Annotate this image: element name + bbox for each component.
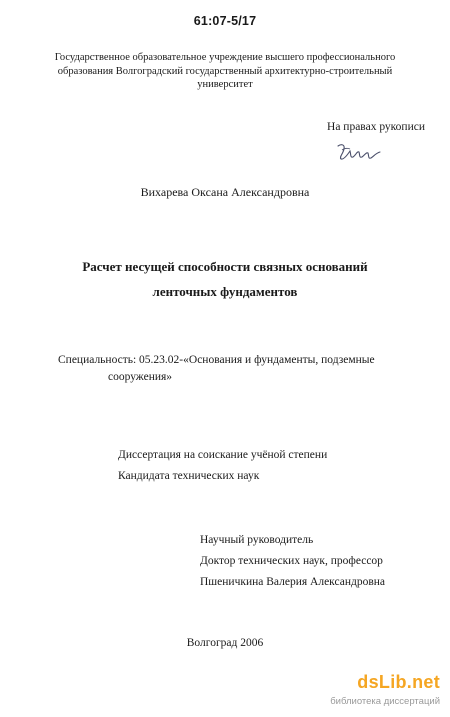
- signature-icon: [335, 140, 383, 164]
- watermark: [322, 672, 444, 712]
- author-name: Вихарева Оксана Александровна: [140, 185, 310, 199]
- document-code: 61:07-5/17: [193, 14, 257, 28]
- rights-notice: На правах рукописи: [327, 121, 425, 133]
- dissertation-title: [0, 254, 450, 304]
- title-line-1: Расчет несущей способности связных оснований: [82, 259, 368, 274]
- institution-line-3: университет: [197, 79, 253, 90]
- degree-line-1: Диссертация на соискание учёной степени: [118, 449, 328, 461]
- institution-name: [30, 51, 420, 92]
- city-year: Волгоград 2006: [186, 637, 264, 649]
- supervisor-rank: Доктор технических наук, профессор: [200, 555, 383, 567]
- degree-line-2: Кандидата технических наук: [118, 470, 260, 482]
- supervisor-name: Пшеничкина Валерия Александровна: [200, 576, 386, 588]
- supervisor-block: [200, 530, 440, 593]
- specialty-line-1: Специальность: 05.23.02-«Основания и фундаменты, подземные: [58, 354, 375, 366]
- institution-line-1: Государственное образовательное учреждение высшего профессионального: [54, 52, 396, 63]
- degree-statement: [118, 445, 438, 487]
- watermark-logo: dsLib.net: [357, 672, 440, 692]
- supervisor-role: Научный руководитель: [200, 534, 314, 546]
- title-line-2: ленточных фундаментов: [152, 284, 298, 299]
- specialty-line-2: сооружения»: [108, 371, 173, 383]
- institution-line-2: образования Волгоградский государственный архитектурно-строительный: [57, 65, 393, 77]
- watermark-caption: библиотека диссертаций: [330, 696, 440, 707]
- specialty: [58, 352, 438, 386]
